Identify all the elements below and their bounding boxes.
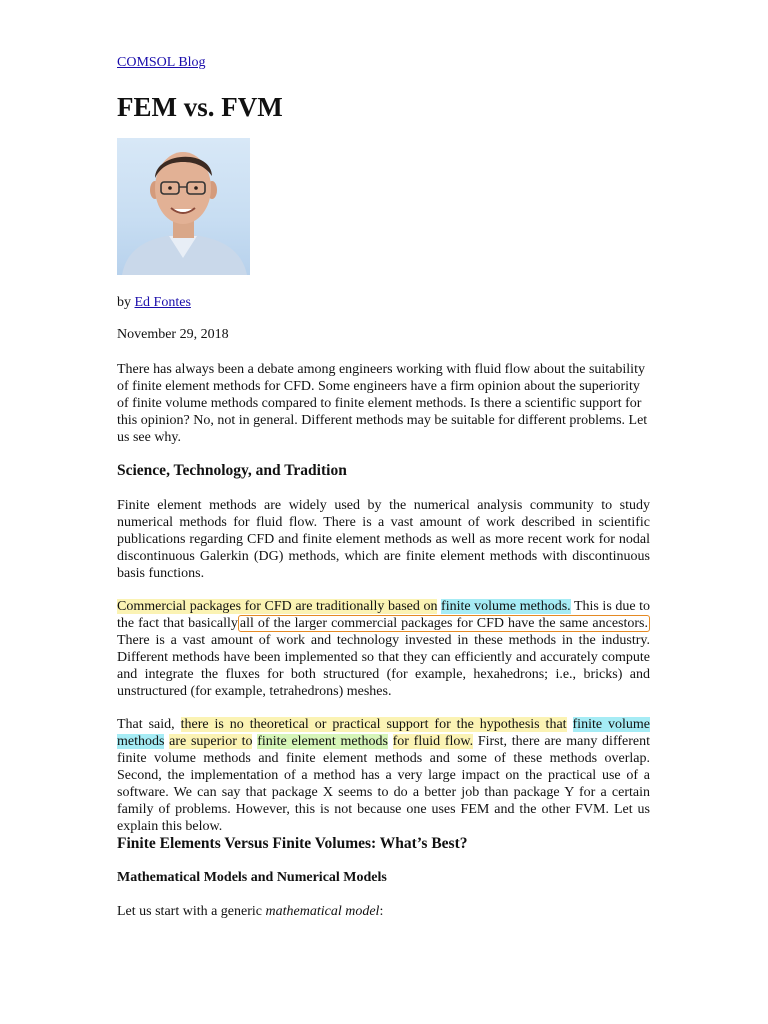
text-run: Let us start with a generic [117,904,266,919]
author-link[interactable]: Ed Fontes [134,295,191,310]
highlight-green: finite element methods [257,734,388,749]
blog-home-link[interactable]: COMSOL Blog [117,55,206,70]
text-run [388,734,393,749]
text-run: This is due to the fact that basically [117,599,651,631]
article-title: FEM vs. FVM [117,92,283,122]
text-run [567,717,573,732]
section2-paragraph-1 [117,903,650,920]
text-run: That said, [117,717,181,732]
section1-paragraph-1: Finite element methods are widely used by the numerical analysis community to study numerical methods for fluid flow. There is a vast amount of work described in scientific publications regarding CFD and finite element methods as well as more recent work for nodal discontinuous Galerkin (DG) methods, which are finite element methods with discontinuous basis functions. [117,498,650,581]
highlight-yellow: Commercial packages for CFD are traditionally based on [117,599,438,614]
subheading-math-models: Mathematical Models and Numerical Models [117,870,387,885]
text-run: First, there are many different finite volume methods and finite element methods and some of these methods overlap. Second, the implementation of a method has a very large impact on the practical use of a software. We can say that package X seems to do a better job than package Y for a certain family of problems. However, this is not because one uses FEM and the other FVM. Let us explain this below. [117,734,650,834]
text-run: : [379,904,384,919]
text-run: There is a vast amount of work and technology invested in these methods in the industry. Different methods have been implemented so that they can efficiently and accurately compute and integrate the fluxes for both structured (for example, hexahedrons; i.e., bricks) and unstructured (for example, tetrahedrons) meshes. [117,633,650,699]
emphasis-text: mathematical model [265,904,380,919]
highlight-cyan: finite volume methods [117,717,650,749]
author-photo [117,138,250,275]
intro-paragraph: There has always been a debate among engineers working with fluid flow about the suitability of finite element methods for CFD. Some engineers have a firm opinion about the superiority of finite volume methods compared to finite element methods. Is there a scientific support for this opinion? No, not in general. Different methods may be suitable for different problems. Let us see why. [117,362,648,445]
highlight-yellow: there is no theoretical or practical support for the hypothesis that [180,717,567,732]
highlight-yellow: are superior to [169,734,253,749]
section-heading-finite: Finite Elements Versus Finite Volumes: What’s Best? [117,835,468,852]
byline [117,294,191,312]
section1-paragraph-2 [117,598,650,700]
highlight-yellow: for fluid flow. [392,734,474,749]
byline-prefix: by [117,295,135,310]
publish-date: November 29, 2018 [117,327,229,342]
highlight-cyan: finite volume methods. [441,599,571,614]
orange-annotation-box: all of the larger commercial packages for CFD have the same ancestors. [239,616,648,631]
section-heading-science: Science, Technology, and Tradition [117,462,347,479]
author-portrait-image [117,138,250,275]
section1-paragraph-3 [117,716,650,835]
